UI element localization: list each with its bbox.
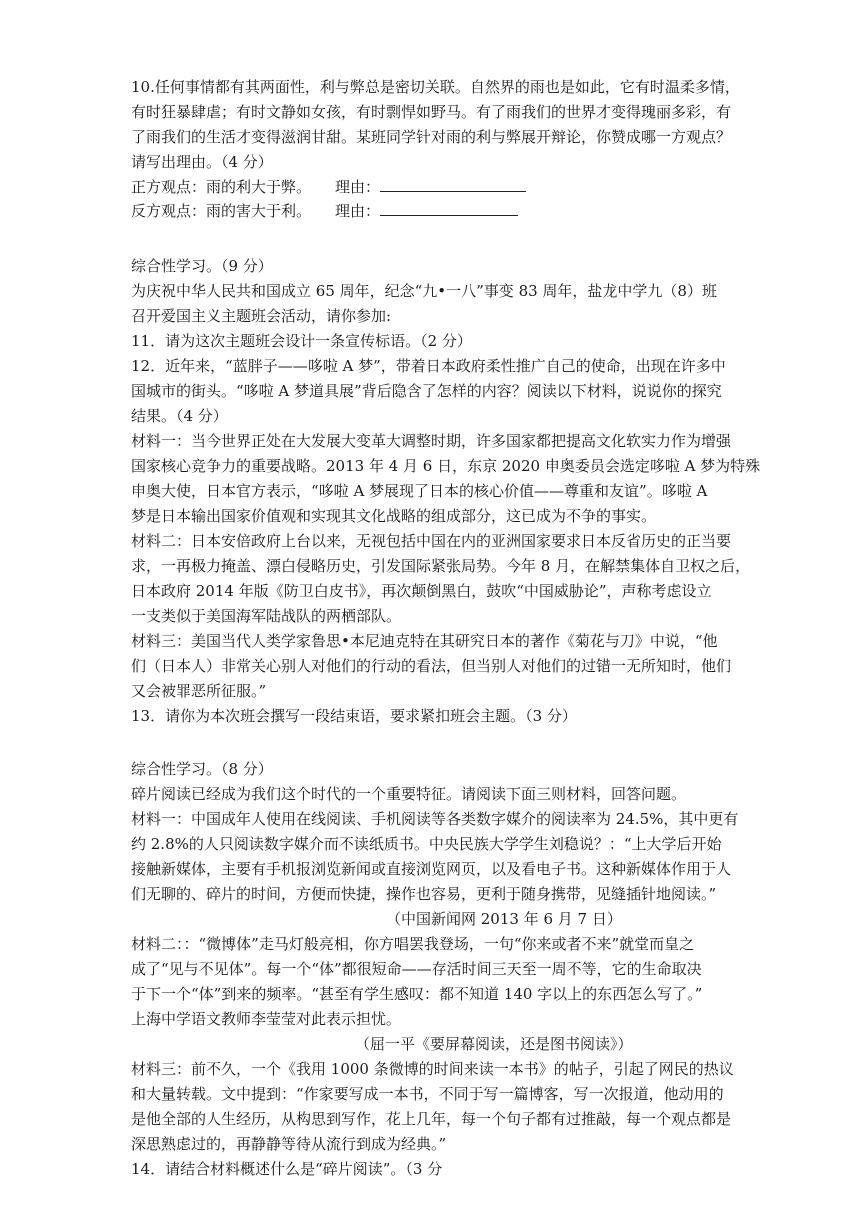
con-reason-label: 理由： [335,202,381,220]
s2-material3-line-1: 材料三：前不久，一个《我用 1000 条微博的时间来读一本书》的帖子，引起了网民的热议 [131,1060,734,1078]
s1-material2-line-4: 一支类似于美国海军陆战队的两栖部队。 [131,607,402,625]
question-13: 13．请你为本次班会撰写一段结束语，要求紧扣班会主题。（3 分） [131,707,577,725]
section2-heading: 综合性学习。（8 分） [131,760,273,778]
s2-material1-line-3: 接触新媒体，主要有手机报浏览新闻或直接浏览网页，以及看电子书。这种新媒体作用于人 [131,860,732,878]
s1-material3-line-1: 材料三：美国当代人类学家鲁思•本尼迪克特在其研究日本的著作《菊花与刀》中说，“他 [131,632,718,650]
s2-material1-line-1: 材料一：中国成年人使用在线阅读、手机阅读等各类数字媒介的阅读率为 24.5%，其中更有 [131,810,739,828]
question-11: 11．请为这次主题班会设计一条宣传标语。（2 分） [131,332,472,350]
question-12-line-1: 12．近年来，“蓝胖子——哆啦 A 梦”，带着日本政府柔性推广自己的使命，出现在许多中 [131,357,726,375]
s1-material2-line-3: 日本政府 2014 年版《防卫白皮书》，再次颠倒黑白，鼓吹“中国威胁论”，声称考虑设立 [131,582,712,600]
s2-material2-line-3: 于下一个“体”到来的频率。“甚至有学生感叹：都不知道 140 字以上的东西怎么写了。” [131,985,703,1003]
pro-reason-label: 理由： [335,178,381,196]
s1-material3-line-2: 们（日本人）非常关心别人对他们的行动的看法，但当别人对他们的过错一无所知时，他们 [131,657,732,675]
s1-material2-line-2: 求，一再极力掩盖、漂白侵略历史，引发国际紧张局势。今年 8 月，在解禁集体自卫权之后， [131,557,751,575]
section2-intro: 碎片阅读已经成为我们这个时代的一个重要特征。请阅读下面三则材料，回答问题。 [131,785,687,803]
s2-material3-line-4: 深思熟虑过的，再静静等待从流行到成为经典。” [131,1135,447,1153]
pro-reason-blank[interactable] [380,176,526,192]
q10-line-3: 了雨我们的生活才变得滋润甘甜。某班同学针对雨的利与弊展开辩论，你赞成哪一方观点？ [131,128,732,146]
section1-heading: 综合性学习。（9 分） [131,257,273,275]
section1-intro-1: 为庆祝中华人民共和国成立 65 周年，纪念“九•一八”事变 83 周年，盐龙中学九（8）班 [131,282,717,300]
question-12-line-2: 国城市的街头。“哆啦 A 梦道具展”背后隐含了怎样的内容？阅读以下材料，说说你的探究 [131,382,722,400]
s2-material2-line-2: 成了“见与不见体”。每一个“体”都很短命——存活时间三天至一周不等，它的生命取决 [131,960,702,978]
question-12-line-3: 结果。（4 分） [131,407,228,425]
s2-material1-line-2: 约 2.8%的人只阅读数字媒介而不读纸质书。中央民族大学学生刘稳说？：“上大学后开始 [131,835,722,853]
s2-material2-line-1: 材料二：：“微博体”走马灯般亮相，你方唱罢我登场，一句“你来或者不来”就堂而皇之 [131,935,695,953]
q10-line-2: 有时狂暴肆虐；有时文静如女孩，有时剽悍如野马。有了雨我们的世界才变得瑰丽多彩，有 [131,103,732,121]
q10-line-1: 10.任何事情都有其两面性，利与弊总是密切关联。自然界的雨也是如此，它有时温柔多情， [131,78,740,96]
s1-material2-line-1: 材料二：日本安倍政府上台以来，无视包括中国在内的亚洲国家要求日本反省历史的正当要 [131,532,732,550]
con-reason-blank[interactable] [380,200,518,216]
q10-line-4: 请写出理由。（4 分） [131,153,273,171]
s2-material3-line-2: 和大量转载。文中提到：“作家要写成一本书，不同于写一篇博客，写一次报道，他动用的 [131,1085,724,1103]
s2-material2-line-4: 上海中学语文教师李莹莹对此表示担忧。 [131,1010,402,1028]
question-14: 14．请结合材料概述什么是“碎片阅读”。（3 分 [131,1160,443,1178]
section1-intro-2: 召开爱国主义主题班会活动，请你参加: [131,307,392,325]
pro-viewpoint-label: 正方观点：雨的利大于弊。 [131,178,312,196]
s1-material1-line-3: 申奥大使，日本官方表示，“哆啦 A 梦展现了日本的核心价值——尊重和友谊”。哆啦 A [131,482,708,500]
con-viewpoint-label: 反方观点：雨的害大于利。 [131,202,312,220]
s1-material1-line-1: 材料一：当今世界正处在大发展大变革大调整时期，许多国家都把提高文化软实力作为增强 [131,432,732,450]
s1-material1-line-2: 国家核心竞争力的重要战略。2013 年 4 月 6 日，东京 2020 申奥委员会选定哆啦 A 梦为特殊 [131,457,761,475]
pro-viewpoint-row [131,176,526,198]
s1-material3-line-3: 又会被罪恶所征服。” [131,682,267,700]
s2-material1-line-4: 们无聊的、碎片的时间，方便而快捷，操作也容易，更利于随身携带，见缝插针地阅读。” [131,885,717,903]
con-viewpoint-row [131,200,518,222]
s2-material3-line-3: 是他全部的人生经历，从构思到写作，花上几年，每一个句子都有过推敲，每一个观点都是 [131,1110,732,1128]
s2-material2-source: （屈一平《要屏幕阅读，还是图书阅读》） [355,1035,633,1053]
s2-material1-source: （中国新闻网 2013 年 6 月 7 日） [386,910,622,928]
s1-material1-line-4: 梦是日本输出国家价值观和实现其文化战略的组成部分，这已成为不争的事实。 [131,507,657,525]
